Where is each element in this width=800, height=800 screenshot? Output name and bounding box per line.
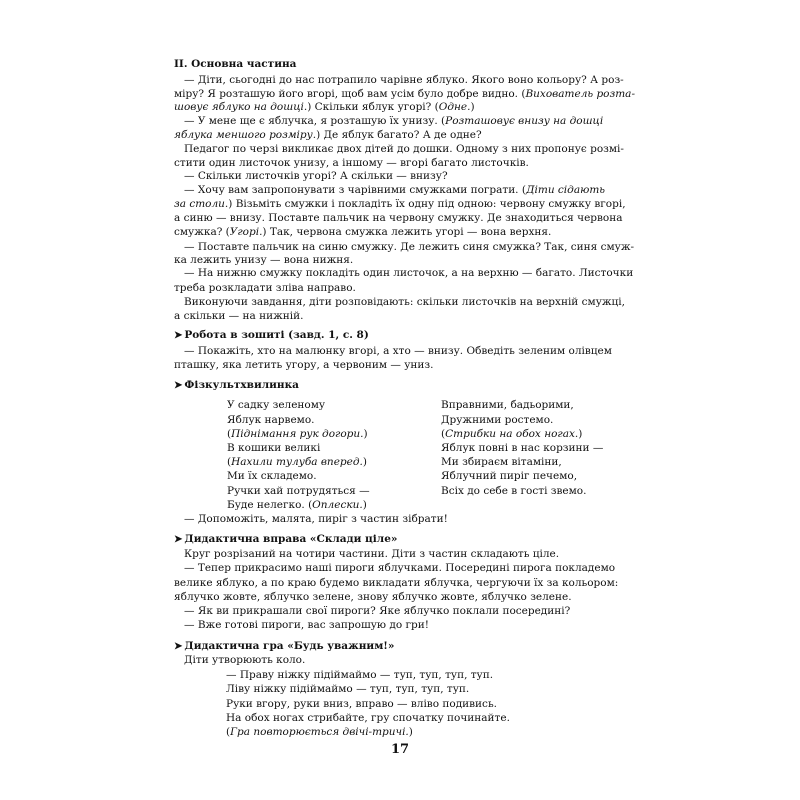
poem-line: В кошики великі bbox=[227, 442, 321, 454]
paragraph-line: а синю — внизу. Поставте пальчик на червону смужку. Де знаходиться червона bbox=[174, 212, 623, 224]
page-number: 17 bbox=[390, 742, 410, 757]
arrow-bullet-icon: ➤ bbox=[174, 641, 183, 652]
rhyme-line: — Праву ніжку підіймаймо — туп, туп, туп, туп. bbox=[226, 669, 494, 681]
subsection-heading: ➤ Дидактична гра «Будь уважним!» bbox=[174, 639, 394, 654]
section-title: II. Основна частина bbox=[174, 58, 297, 70]
paragraph-line: міру? Я розташую його вгорі, щоб вам усім було добре видно. (Вихователь розта- bbox=[174, 88, 635, 100]
paragraph-line: пташку, яка летить угору, а червоним — униз. bbox=[174, 359, 434, 371]
poem-line: Дружними ростемо. bbox=[441, 414, 554, 426]
paragraph-line: стити один листочок унизу, а іншому — вгорі багато листочків. bbox=[174, 157, 529, 169]
paragraph-line: — Допоможіть, малята, пиріг з частин зібрати! bbox=[184, 513, 448, 525]
paragraph-line: ка лежить унизу — вона нижня. bbox=[174, 254, 354, 266]
poem-line: У садку зеленому bbox=[227, 399, 326, 411]
paragraph-line: Діти утворюють коло. bbox=[184, 654, 306, 666]
subsection-heading: ➤ Дидактична вправа «Склади ціле» bbox=[174, 532, 397, 547]
paragraph-line: — Хочу вам запропонувати з чарівними смужками пограти. (Діти сідають bbox=[184, 184, 605, 196]
paragraph-line: за столи.) Візьміть смужки і покладіть їх одну під одною: червону смужку вгорі, bbox=[174, 198, 626, 210]
paragraph-line: — Покажіть, хто на малюнку вгорі, а хто — внизу. Обведіть зеленим олівцем bbox=[184, 345, 612, 357]
subsection-heading: ➤ Фізкультхвилинка bbox=[174, 378, 299, 393]
rhyme-line: На обох ногах стрибайте, гру спочатку починайте. bbox=[226, 712, 510, 724]
poem-line: (Стрибки на обох ногах.) bbox=[441, 428, 583, 440]
paragraph-line: Виконуючи завдання, діти розповідають: скільки листочків на верхній смужці, bbox=[184, 296, 625, 308]
poem-line: Яблук повні в нас корзини — bbox=[441, 442, 604, 454]
subsection-heading: ➤ Робота в зошиті (завд. 1, с. 8) bbox=[174, 328, 369, 343]
poem-line: (Піднімання рук догори.) bbox=[227, 428, 368, 440]
paragraph-line: — У мене ще є яблучка, я розташую їх унизу. (Розташовує внизу на дошці bbox=[184, 115, 604, 127]
poem-line: (Нахили тулуба вперед.) bbox=[227, 456, 367, 468]
arrow-bullet-icon: ➤ bbox=[174, 380, 183, 391]
paragraph-line: — Діти, сьогодні до нас потрапило чарівне яблуко. Якого воно кольору? А роз- bbox=[184, 74, 624, 86]
paragraph-line: яблука меншого розміру.) Де яблук багато? А де одне? bbox=[174, 129, 482, 141]
arrow-bullet-icon: ➤ bbox=[174, 534, 183, 545]
paragraph-line: — Вже готові пироги, вас запрошую до гри! bbox=[184, 619, 429, 631]
poem-line: Ми збираєм вітаміни, bbox=[441, 456, 562, 468]
paragraph-line: — На нижню смужку покладіть один листочок, а на верхню — багато. Листочки bbox=[184, 267, 634, 279]
paragraph-line: велике яблуко, а по краю будемо викладати яблучка, чергуючи їх за кольором: bbox=[174, 577, 619, 589]
poem-line: Ми їх складемо. bbox=[227, 470, 317, 482]
paragraph-line: Круг розрізаний на чотири частини. Діти з частин складають ціле. bbox=[184, 548, 560, 560]
paragraph-line: — Тепер прикрасимо наші пироги яблучками. Посередині пирога покладемо bbox=[184, 562, 616, 574]
paragraph-line: яблучко жовте, яблучко зелене, знову яблучко жовте, яблучко зелене. bbox=[174, 591, 572, 603]
poem-line: Вправними, бадьорими, bbox=[441, 399, 574, 411]
rhyme-line: Ліву ніжку підіймаймо — туп, туп, туп, туп. bbox=[226, 683, 470, 695]
paragraph-line: Педагог по черзі викликає двох дітей до дошки. Одному з них пропонує розмі- bbox=[184, 143, 624, 155]
paragraph-line: треба розкладати зліва направо. bbox=[174, 282, 356, 294]
paragraph-line: — Як ви прикрашали свої пироги? Яке яблучко поклали посередині? bbox=[184, 605, 571, 617]
poem-line: Яблук нарвемо. bbox=[227, 414, 315, 426]
arrow-bullet-icon: ➤ bbox=[174, 330, 183, 341]
poem-line: Яблучний пиріг печемо, bbox=[441, 470, 578, 482]
poem-line: Буде нелегко. (Оплески.) bbox=[227, 499, 367, 511]
paragraph-line: — Скільки листочків угорі? А скільки — внизу? bbox=[184, 170, 448, 182]
poem-line: Ручки хай потрудяться — bbox=[227, 485, 370, 497]
rhyme-line: (Гра повторюється двічі-тричі.) bbox=[226, 726, 413, 738]
paragraph-line: шовує яблуко на дошці.) Скільки яблук угорі? (Одне.) bbox=[174, 101, 475, 113]
paragraph-line: — Поставте пальчик на синю смужку. Де лежить синя смужка? Так, синя смуж- bbox=[184, 241, 635, 253]
paragraph-line: а скільки — на нижній. bbox=[174, 310, 304, 322]
poem-line: Всіх до себе в гості звемо. bbox=[441, 485, 587, 497]
rhyme-line: Руки вгору, руки вниз, вправо — вліво подивись. bbox=[226, 698, 497, 710]
paragraph-line: смужка? (Угорі.) Так, червона смужка лежить угорі — вона верхня. bbox=[174, 226, 552, 238]
